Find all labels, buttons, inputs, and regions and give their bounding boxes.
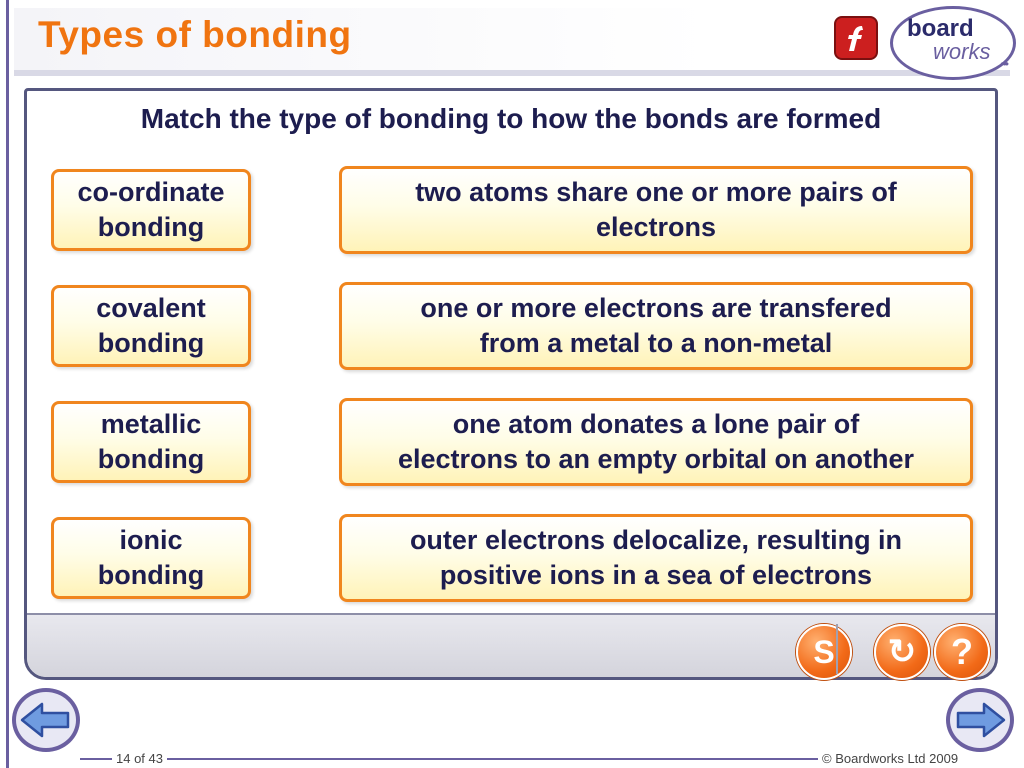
arrow-left-icon — [16, 692, 76, 748]
left-border — [6, 0, 9, 768]
activity-panel — [24, 88, 998, 680]
boardworks-logo — [890, 6, 1016, 80]
help-button[interactable]: ? — [934, 624, 990, 680]
description-card-2[interactable]: one or more electrons are transfered from a metal to a non-metal — [339, 282, 973, 370]
term-card-coordinate[interactable]: co-ordinate bonding — [51, 169, 251, 251]
logo-text-works: works — [933, 39, 991, 64]
previous-slide-button[interactable] — [12, 688, 80, 752]
term-card-covalent[interactable]: covalent bonding — [51, 285, 251, 367]
term-card-ionic[interactable]: ionic bonding — [51, 517, 251, 599]
copyright-notice: © Boardworks Ltd 2009 — [818, 751, 962, 766]
arrow-right-icon — [950, 692, 1010, 748]
control-divider — [836, 624, 838, 674]
page-title: Types of bonding — [38, 14, 352, 55]
flash-icon — [834, 16, 878, 60]
term-card-metallic[interactable]: metallic bonding — [51, 401, 251, 483]
logo-text-board: board — [907, 15, 974, 42]
next-slide-button[interactable] — [946, 688, 1014, 752]
title-underline — [14, 70, 1010, 76]
logo-dots: ••• — [1000, 57, 1007, 71]
solution-button[interactable]: S — [796, 624, 852, 680]
description-card-4[interactable]: outer electrons delocalize, resulting in positive ions in a sea of electrons — [339, 514, 973, 602]
description-card-3[interactable]: one atom donates a lone pair of electrons to an empty orbital on another — [339, 398, 973, 486]
reset-button[interactable]: ↻ — [874, 624, 930, 680]
description-card-1[interactable]: two atoms share one or more pairs of electrons — [339, 166, 973, 254]
page-number: 14 of 43 — [112, 751, 167, 766]
instruction-text: Match the type of bonding to how the bonds are formed — [140, 103, 882, 134]
